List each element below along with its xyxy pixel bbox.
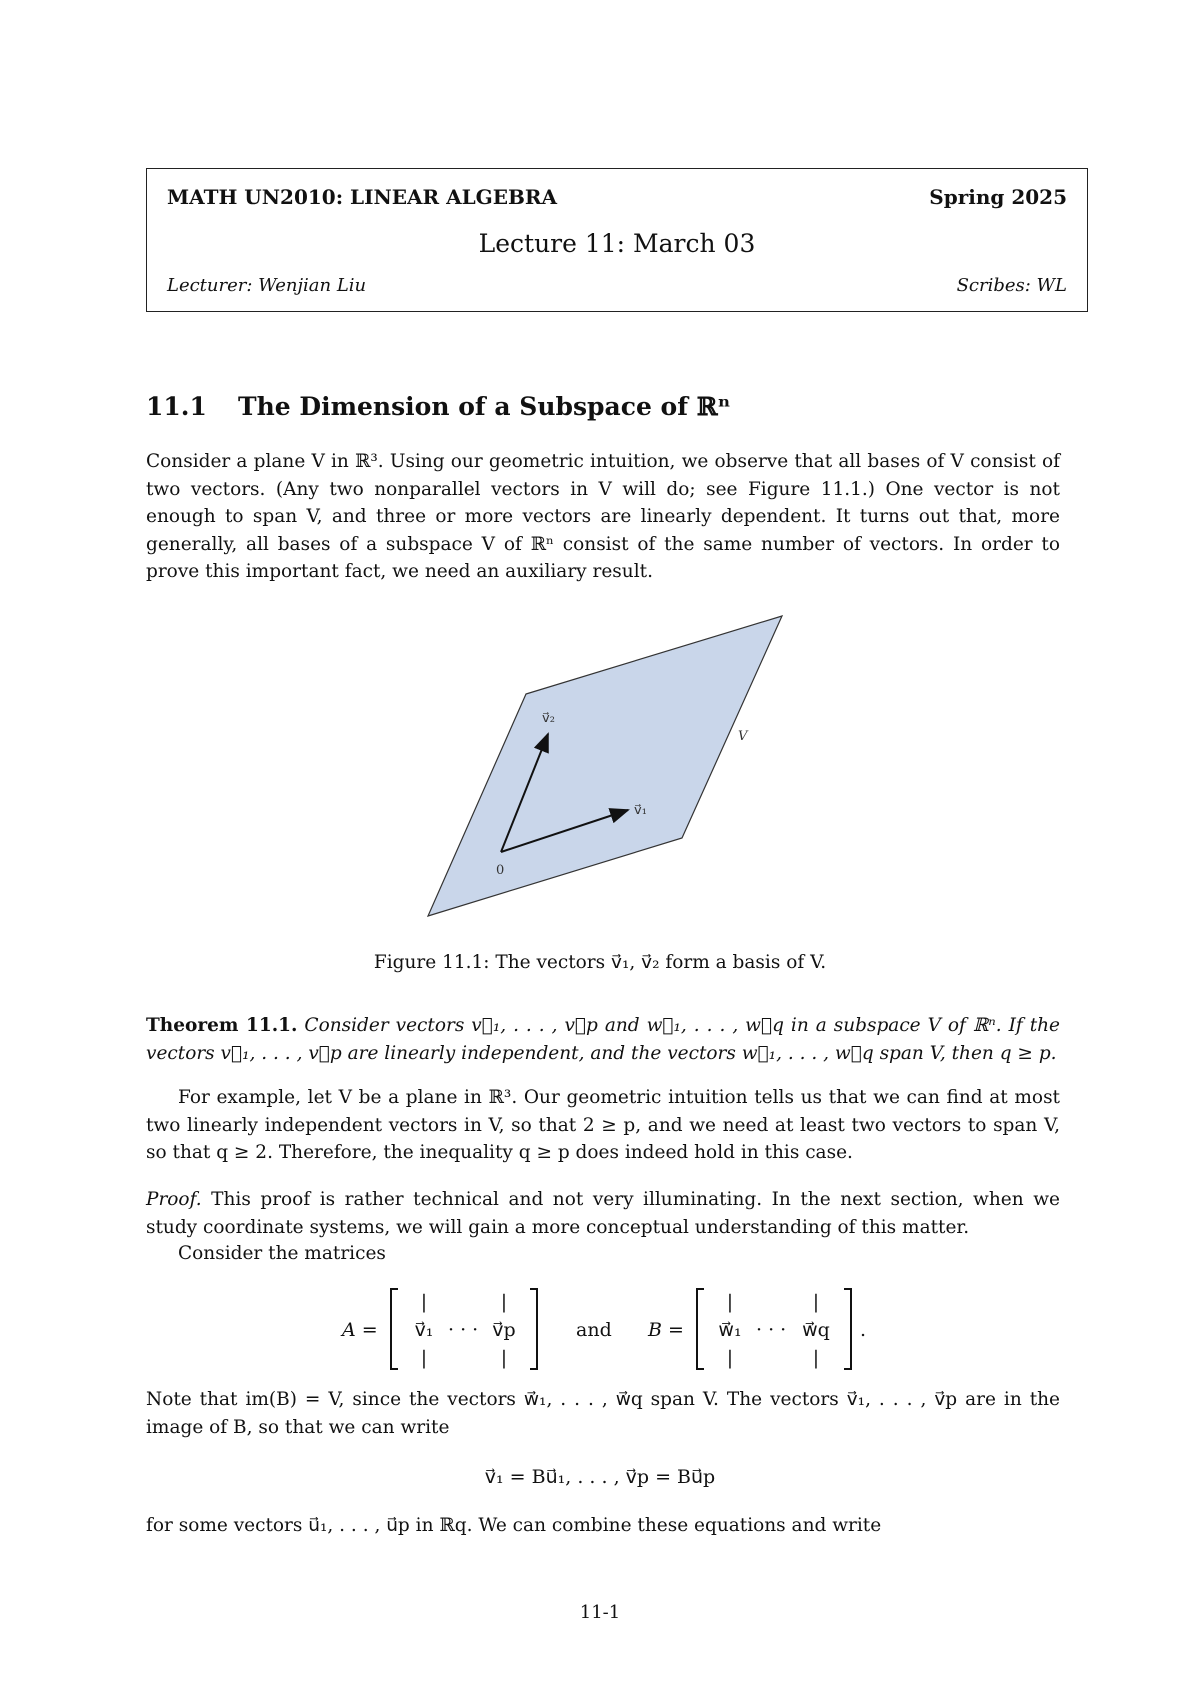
basis-figure [420, 610, 800, 940]
matrix-b-col-1: | w⃗₁ | [718, 1291, 742, 1369]
matrix-a [342, 1288, 538, 1372]
section-number: 11.1 [146, 392, 207, 421]
matrix-b-left-bracket [696, 1288, 704, 1370]
course-title: MATH UN2010: LINEAR ALGEBRA [167, 185, 558, 209]
page-number: 11-1 [579, 1602, 621, 1623]
note-paragraph: Note that im(B) = V, since the vectors w⃗₁, . . . , w⃗q span V. The vectors v⃗₁, . . . , v⃗p are in the image of B, so that we can write [146, 1389, 1060, 1438]
label-v2: v⃗₂ [542, 711, 555, 726]
final-line: for some vectors u⃗₁, . . . , u⃗p in ℝq. We can combine these equations and write [146, 1515, 882, 1536]
figure-caption: Figure 11.1: The vectors v⃗₁, v⃗₂ form a basis of V. [373, 952, 827, 973]
proof-text: This proof is rather technical and not very illuminating. In the next section, when we study coordinate systems, we will gain a more conceptual understanding of this matter. [146, 1189, 1060, 1238]
matrix-b-dots: · · · [756, 1319, 787, 1341]
lecture-header [146, 168, 1088, 312]
label-origin: 0 [496, 863, 505, 878]
theorem [146, 1012, 1060, 1067]
matrix-a-col-p: | v⃗p | [492, 1291, 516, 1369]
label-plane: V [738, 729, 748, 744]
matrix-b-label: B = [648, 1319, 684, 1341]
intro-paragraph: Consider a plane V in ℝ³. Using our geometric intuition, we observe that all bases of V consist of two vectors. (Any two nonparallel vectors in V will do; see Figure 11.1.) One vector is not enough to span V, and three or more vectors are linearly dependent. It turns out that, more generally, all bases of a subspace V of ℝⁿ consist of the same number of vectors. In order to prove this important fact, we need an auxiliary result. [146, 451, 1060, 582]
theorem-body: Consider vectors v⃗₁, . . . , v⃗p and w⃗₁, . . . , w⃗q in a subspace V of ℝⁿ. If the vectors v⃗₁, . . . , v⃗p are linearly independent, and the vectors w⃗₁, . . . , w⃗q span V, then q ≥ p. [146, 1015, 1060, 1064]
proof-paragraph [146, 1186, 1060, 1241]
matrix-b-col-q: | w⃗q | [802, 1291, 830, 1369]
matrix-b-right-bracket [844, 1288, 852, 1370]
theorem-label: Theorem 11.1. [146, 1015, 298, 1036]
matrix-a-right-bracket [530, 1288, 538, 1370]
section-title: The Dimension of a Subspace of ℝⁿ [238, 392, 731, 421]
and-word: and [576, 1319, 612, 1341]
lecture-title: Lecture 11: March 03 [478, 229, 756, 258]
section-heading [146, 392, 730, 421]
matrix-a-dots: · · · [448, 1319, 479, 1341]
label-v1: v⃗₁ [634, 803, 647, 818]
matrix-a-label: A = [342, 1319, 378, 1341]
matrix-a-col-1: | v⃗₁ | [414, 1291, 434, 1369]
term: Spring 2025 [929, 185, 1067, 209]
example-paragraph: For example, let V be a plane in ℝ³. Our geometric intuition tells us that we can find at most two linearly independent vectors in V, so that 2 ≥ p, and we need at least two vectors to span V, so that q ≥ 2. Therefore, the inequality q ≥ p does indeed hold in this case. [146, 1087, 1060, 1163]
vector-equations: v⃗₁ = Bu⃗₁, . . . , v⃗p = Bu⃗p [484, 1466, 716, 1488]
consider-line: Consider the matrices [178, 1243, 386, 1264]
matrix-b [648, 1288, 878, 1372]
lecturer: Lecturer: Wenjian Liu [167, 275, 367, 296]
proof-label: Proof. [146, 1189, 202, 1210]
matrix-definitions [0, 1288, 1200, 1372]
plane-v [428, 616, 782, 916]
matrix-a-left-bracket [390, 1288, 398, 1370]
scribes: Scribes: WL [956, 275, 1067, 296]
matrix-period: . [860, 1319, 867, 1341]
